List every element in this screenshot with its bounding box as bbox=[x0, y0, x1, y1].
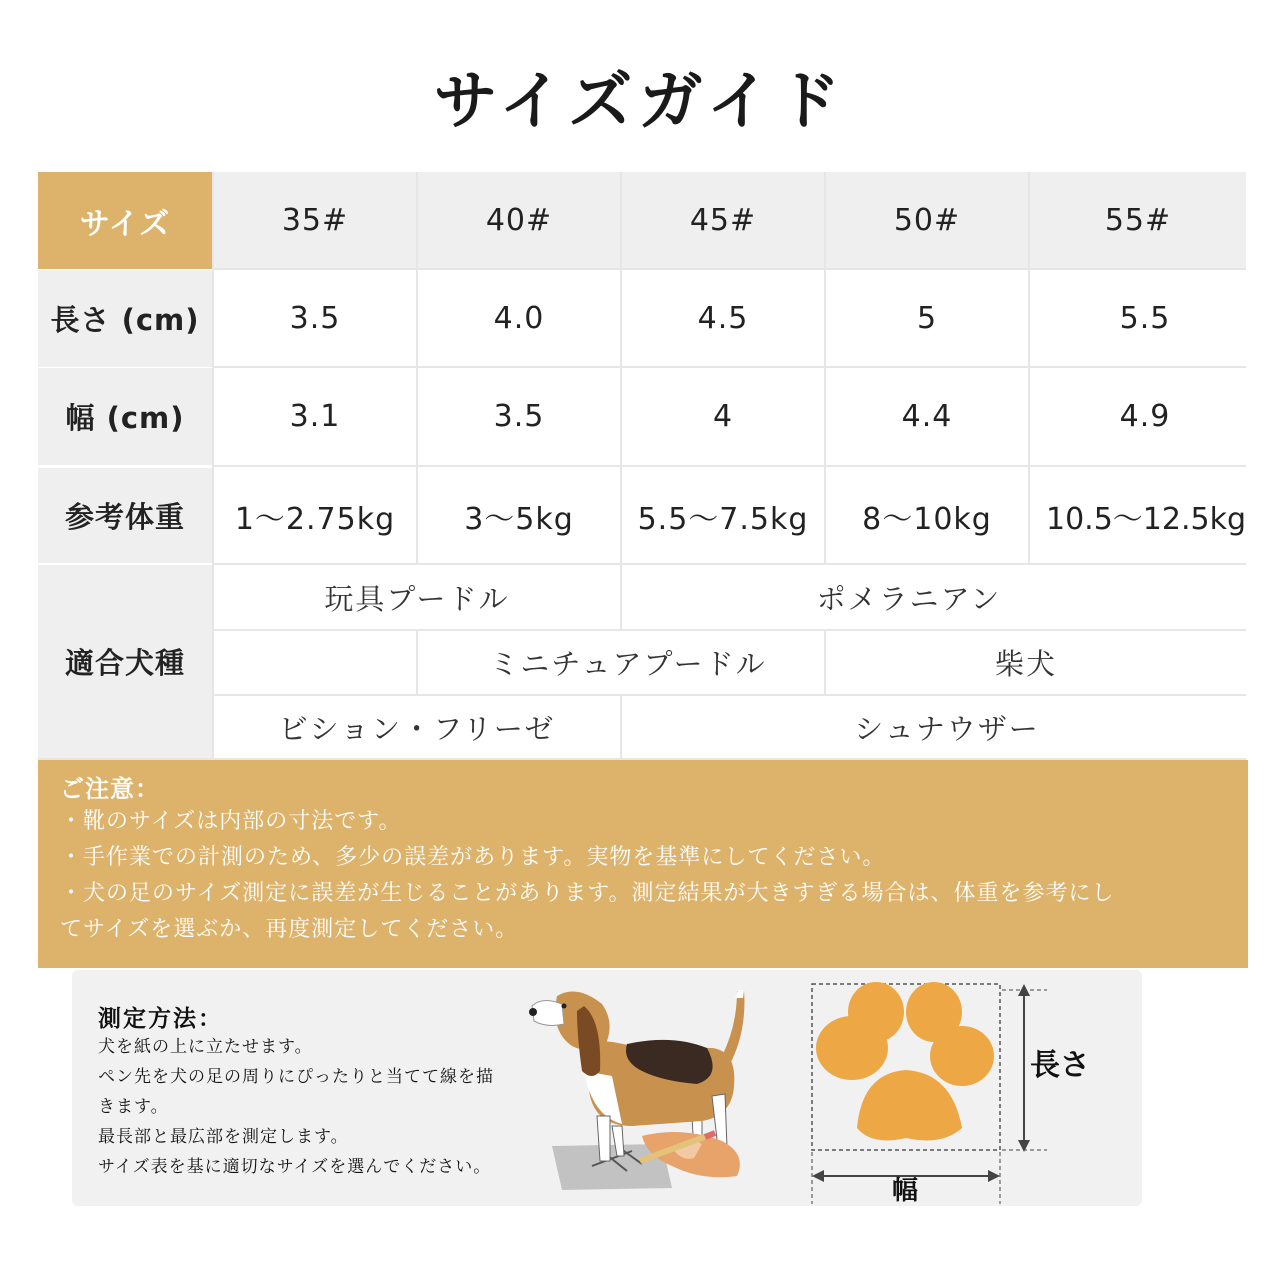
grid-line bbox=[214, 563, 1246, 565]
note-line: ・靴のサイズは内部の寸法です。 bbox=[60, 809, 402, 834]
measure-step: ペン先を犬の足の周りにぴったりと当てて線を描 bbox=[98, 1067, 494, 1087]
note-line: てサイズを選ぶか、再度測定してください。 bbox=[60, 917, 519, 942]
grid-line bbox=[416, 630, 418, 694]
size-header-45: 45# bbox=[622, 172, 824, 269]
paw-toe bbox=[848, 982, 904, 1042]
breed-toy-poodle: 玩具プードル bbox=[324, 581, 510, 616]
measure-step: きます。 bbox=[98, 1097, 169, 1117]
width-value: 3.1 bbox=[289, 399, 341, 434]
paw-diagram bbox=[802, 978, 1092, 1206]
grid-line bbox=[214, 366, 1246, 368]
measure-title: 測定方法： bbox=[98, 1006, 223, 1032]
width-value: 4.4 bbox=[901, 399, 953, 434]
weight-value: 8〜10kg bbox=[862, 501, 992, 537]
measure-step: サイズ表を基に適切なサイズを選んでください。 bbox=[98, 1157, 492, 1177]
breed-shiba: 柴犬 bbox=[994, 646, 1057, 681]
width-value: 4.9 bbox=[1119, 399, 1171, 434]
size-header-50: 50# bbox=[826, 172, 1028, 269]
breed-miniature-poodle: ミニチュアプードル bbox=[489, 646, 767, 681]
size-header-40: 40# bbox=[418, 172, 620, 269]
width-value: 3.5 bbox=[493, 399, 545, 434]
width-label: 幅 bbox=[892, 1176, 919, 1206]
paw-toe bbox=[930, 1026, 994, 1086]
length-value: 5 bbox=[916, 301, 938, 336]
length-value: 3.5 bbox=[289, 301, 341, 336]
row-label-breeds: 適合犬種 bbox=[38, 565, 212, 758]
grid-line bbox=[1028, 172, 1030, 564]
breed-bichon-frise: ビション・フリーゼ bbox=[278, 711, 556, 746]
width-value: 4 bbox=[712, 399, 734, 434]
row-label-weight: 参考体重 bbox=[38, 468, 212, 563]
grid-line bbox=[214, 694, 1246, 696]
measure-step: 犬を紙の上に立たせます。 bbox=[98, 1037, 313, 1057]
dog-illustration bbox=[522, 976, 842, 1202]
weight-value: 10.5〜12.5kg bbox=[1045, 501, 1246, 537]
page-title: サイズガイド bbox=[433, 65, 847, 139]
length-label: 長さ bbox=[1030, 1048, 1090, 1083]
size-header-corner: サイズ bbox=[38, 172, 212, 269]
breed-schnauzer: シュナウザー bbox=[854, 711, 1040, 746]
grid-line bbox=[214, 629, 1246, 631]
row-label-width: 幅 (cm) bbox=[38, 368, 212, 465]
grid-line bbox=[416, 172, 418, 564]
grid-line bbox=[214, 268, 1246, 270]
grid-line bbox=[214, 465, 1246, 467]
weight-value: 1〜2.75kg bbox=[234, 501, 396, 537]
weight-value: 3〜5kg bbox=[464, 501, 574, 537]
length-value: 5.5 bbox=[1119, 301, 1171, 336]
measure-step: 最長部と最広部を測定します。 bbox=[98, 1127, 349, 1147]
measure-panel bbox=[72, 970, 1142, 1206]
grid-line bbox=[620, 696, 622, 758]
grid-line bbox=[824, 630, 826, 694]
length-value: 4.0 bbox=[493, 301, 545, 336]
note-line: ・犬の足のサイズ測定に誤差が生じることがあります。測定結果が大きすぎる場合は、体重を参考にし bbox=[60, 881, 1115, 906]
grid-line bbox=[620, 172, 622, 564]
length-value: 4.5 bbox=[697, 301, 749, 336]
note-line: ・手作業での計測のため、多少の誤差があります。実物を基準にしてください。 bbox=[60, 845, 886, 870]
breed-pomeranian: ポメラニアン bbox=[816, 581, 1002, 616]
grid-line bbox=[824, 172, 826, 564]
weight-value: 5.5〜7.5kg bbox=[637, 501, 809, 537]
grid-line bbox=[620, 565, 622, 629]
size-header-35: 35# bbox=[214, 172, 416, 269]
row-label-length: 長さ (cm) bbox=[38, 270, 212, 367]
notes-box bbox=[38, 760, 1248, 968]
size-header-55: 55# bbox=[1030, 172, 1246, 269]
notes-title: ご注意： bbox=[60, 775, 160, 803]
